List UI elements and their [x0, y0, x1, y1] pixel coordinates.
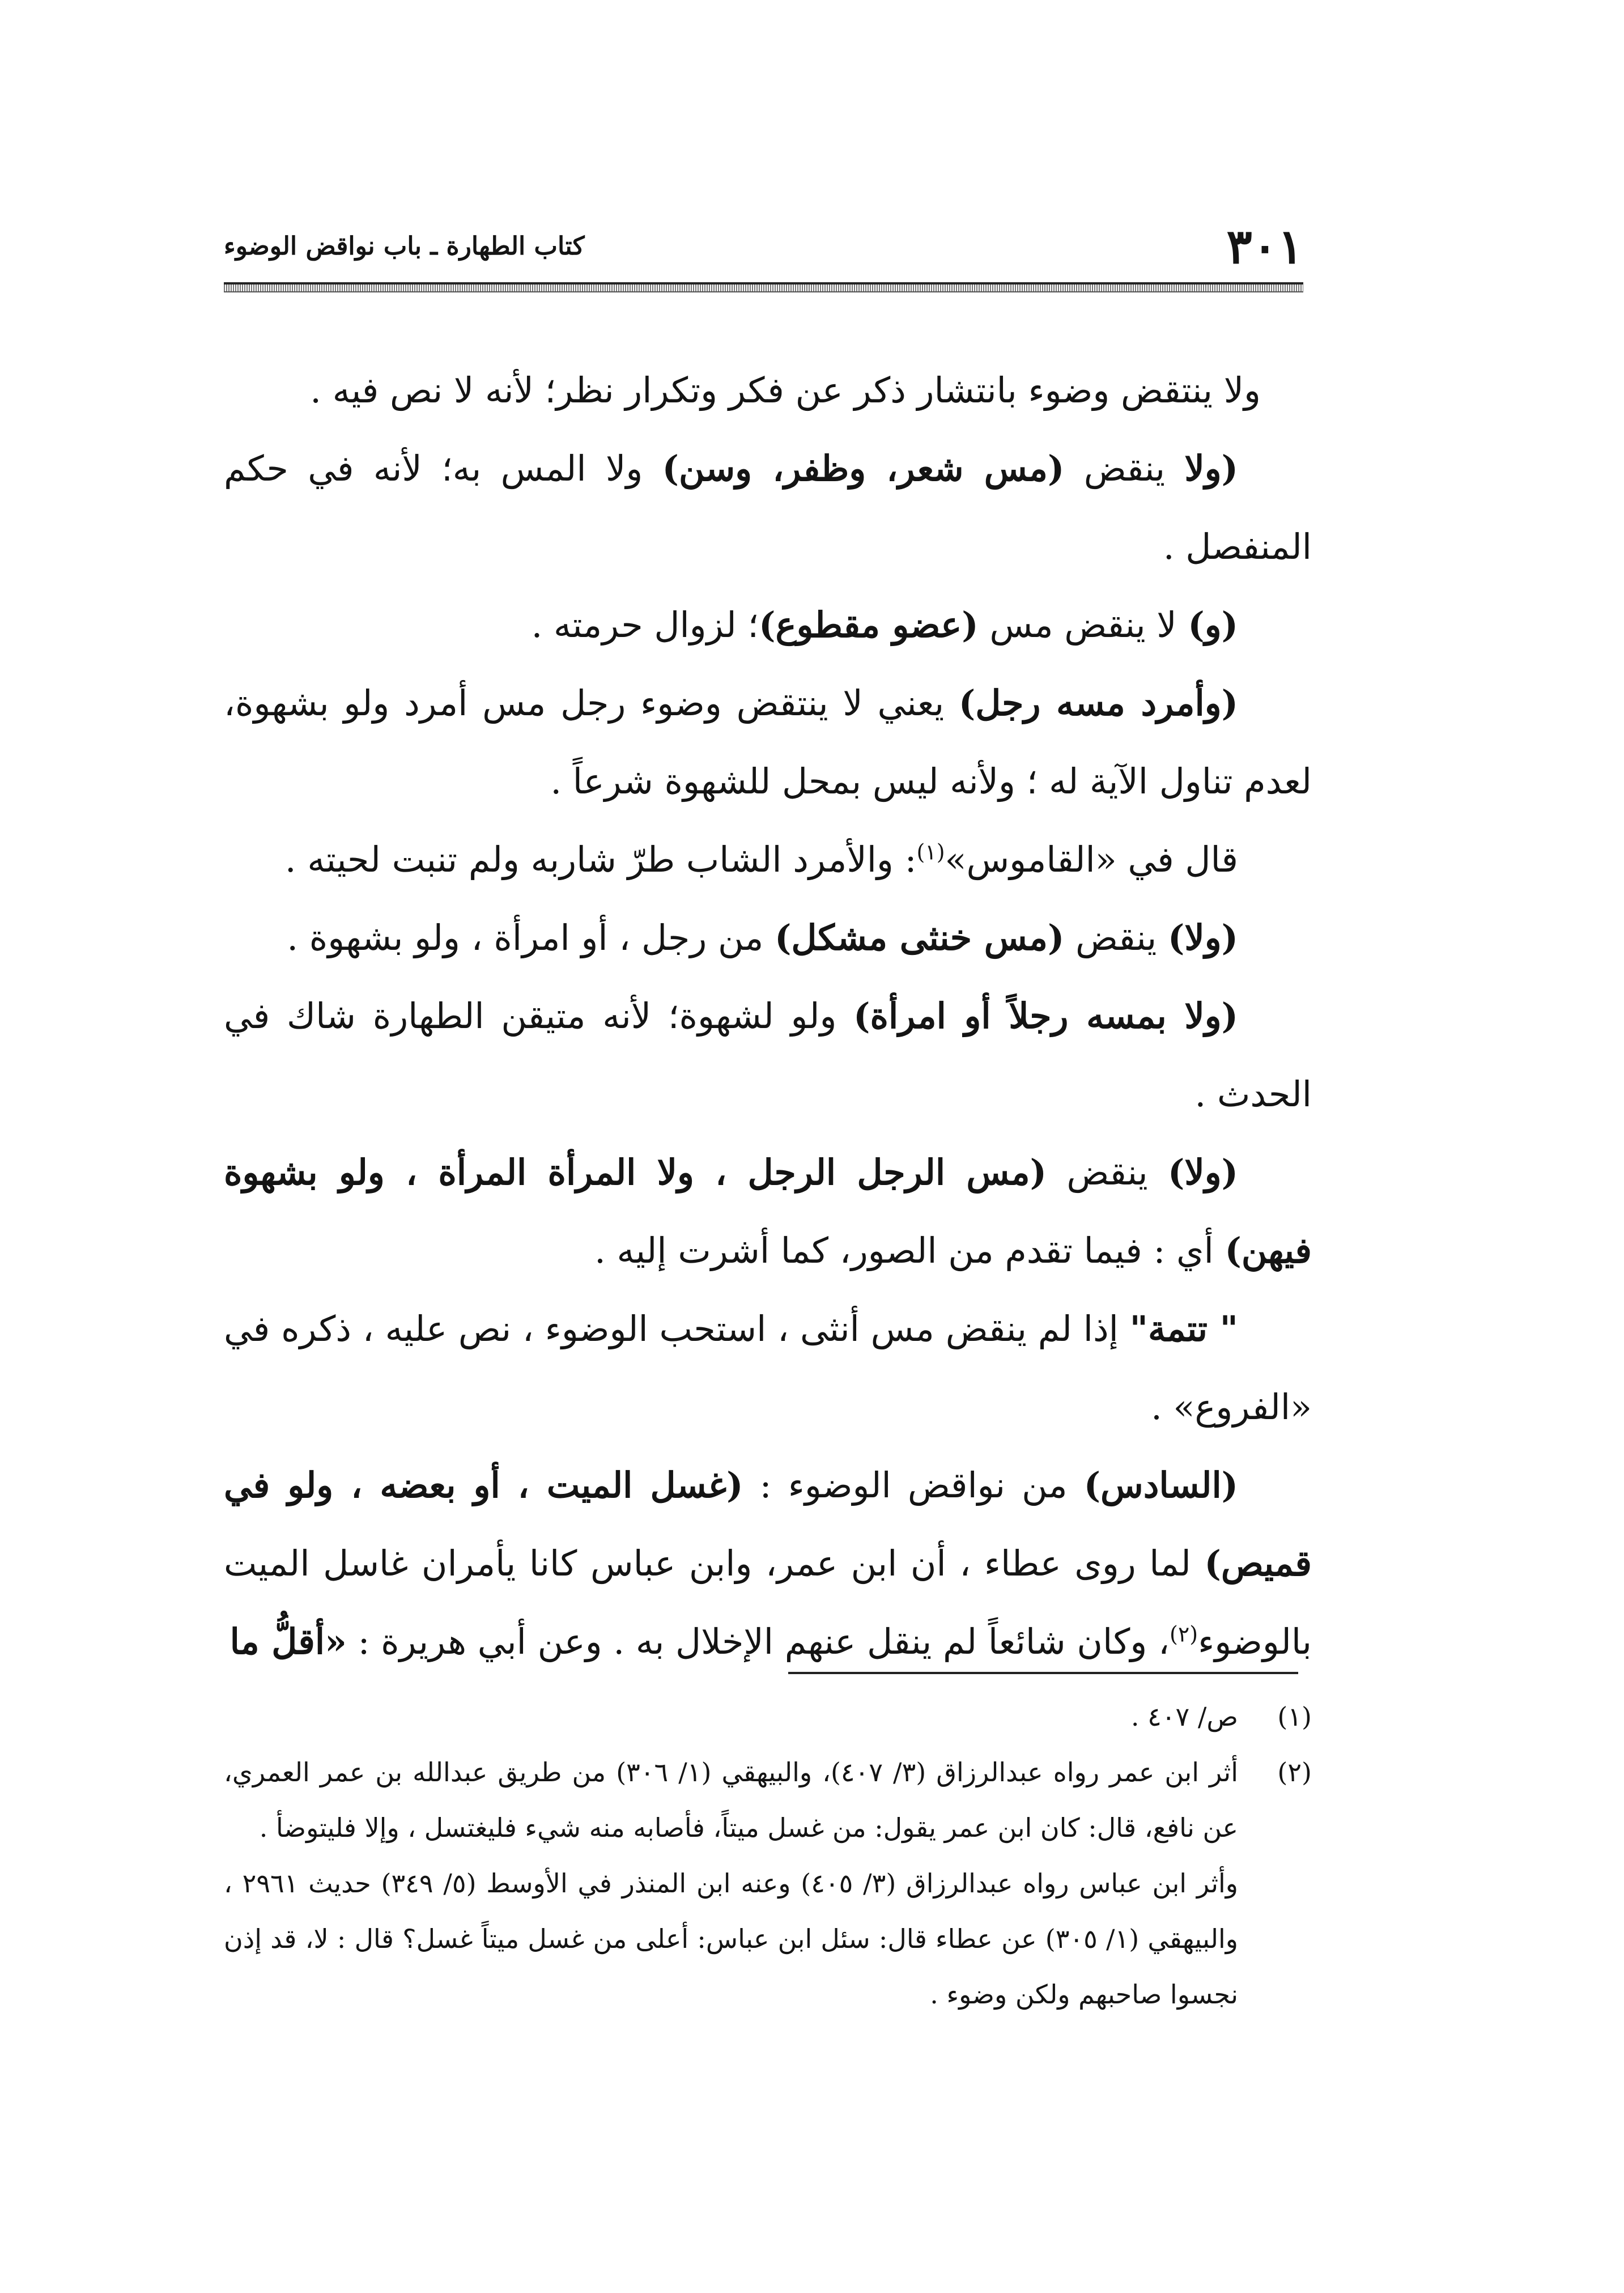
main-text	[224, 351, 1312, 1681]
paragraph-text: ولو لشهوة؛ لأنه متيقن الطهارة شاك في الحدث .	[224, 995, 1312, 1115]
paragraph-text: ولا المس به؛ لأنه في حكم المنفصل .	[224, 448, 1312, 567]
footnote-text: أثر ابن عمر رواه عبدالرزاق (٣/ ٤٠٧)، والبيهقي (١/ ٣٠٦) من طريق عبدالله بن عمر العمري، عن نافع، قال: كان ابن عمر يقول: من غسل ميتاً، فأصابه منه شيء فليغتسل ، وإلا فليتوضأ .	[224, 1757, 1238, 1843]
bold-lead: (ولا)	[1168, 917, 1238, 958]
paragraph-1	[224, 351, 1312, 430]
footnotes	[224, 1689, 1312, 2022]
footnote-marker: (١)	[916, 839, 945, 865]
header-divider	[224, 282, 1303, 292]
page-number: ٣٠١	[1226, 218, 1303, 274]
paragraph-9	[224, 1290, 1312, 1446]
footnote-1	[224, 1689, 1312, 1744]
footnote-number: (١)	[1277, 1701, 1312, 1732]
paragraph-10	[224, 1446, 1312, 1681]
footnote-marker: (٢)	[1170, 1621, 1198, 1647]
footnote-2	[224, 1744, 1312, 1855]
bold-phrase: (غسل الميت ، أو بعضه ، ولو في قميص)	[224, 1464, 1312, 1584]
paragraph-text: إذا لم ينقض مس أنثى ، استحب الوضوء ، نص عليه ، ذكره في «الفروع» .	[224, 1308, 1312, 1428]
paragraph-text: ينقض	[1064, 917, 1168, 958]
bold-phrase: (عضو مقطوع)	[759, 604, 979, 646]
footnote-number: (٢)	[1277, 1757, 1312, 1787]
running-title: كتاب الطهارة ـ باب نواقض الوضوء	[224, 232, 585, 261]
paragraph-3	[224, 586, 1312, 664]
bold-phrase: " تتمة"	[1129, 1308, 1238, 1349]
bold-phrase: (السادس)	[1083, 1464, 1238, 1506]
paragraph-7	[224, 977, 1312, 1133]
bold-phrase: (ولا بمسه رجلاً أو امرأة)	[853, 995, 1238, 1037]
paragraph-5	[224, 821, 1312, 899]
paragraph-8	[224, 1133, 1312, 1290]
paragraph-text: ولا ينتقض وضوء بانتشار ذكر عن فكر وتكرار نظر؛ لأنه لا نص فيه .	[310, 370, 1261, 411]
bold-lead: (و)	[1188, 604, 1238, 646]
paragraph-text: ، وكان شائعاً لم ينقل عنهم الإخلال به . وعن أبي هريرة :	[346, 1621, 1170, 1662]
paragraph-text: أي : فيما تقدم من الصور، كما أشرت إليه .	[594, 1230, 1225, 1271]
bold-phrase: (مس الرجل الرجل ، ولا المرأة المرأة ، ولو بشهوة فيهن)	[224, 1152, 1312, 1271]
paragraph-text: ؛ لزوال حرمته .	[531, 604, 759, 646]
paragraph-text: : والأمرد الشاب طرّ شاربه ولم تنبت لحيته .	[284, 839, 917, 880]
footnote-2-continuation	[224, 1855, 1312, 2022]
bold-lead: (ولا)	[1168, 1152, 1238, 1193]
footnote-text: وأثر ابن عباس رواه عبدالرزاق (٣/ ٤٠٥) وعنه ابن المنذر في الأوسط (٥/ ٣٤٩) حديث ٢٩٦١ ، والبيهقي (١/ ٣٠٥) عن عطاء قال: سئل ابن عباس: أعلى من غسل ميتاً غسل؟ قال : لا، قد إذن نجسوا صاحبهم ولكن وضوء .	[224, 1868, 1239, 2010]
paragraph-6	[224, 899, 1312, 977]
bold-phrase: (وأمرد مسه رجل)	[958, 682, 1238, 724]
paragraph-text: من رجل ، أو امرأة ، ولو بشهوة .	[287, 917, 775, 958]
page-header	[224, 218, 1303, 275]
bold-phrase: (مس شعر، وظفر، وسن)	[662, 448, 1065, 489]
paragraph-text: قال في «القاموس»	[945, 839, 1238, 880]
paragraph-text: ينقض	[1046, 1152, 1168, 1193]
bold-lead: (ولا	[1184, 448, 1238, 489]
paragraph-text: يعني لا ينتقض وضوء رجل مس أمرد ولو بشهوة، لعدم تناول الآية له ؛ ولأنه ليس بمحل للشهوة شرعاً .	[224, 682, 1312, 802]
paragraph-2	[224, 430, 1312, 586]
footnote-divider	[788, 1672, 1298, 1674]
paragraph-4	[224, 664, 1312, 821]
paragraph-text: لا ينقض مس	[978, 604, 1188, 646]
paragraph-text: من نواقض الوضوء :	[743, 1464, 1084, 1506]
paragraph-text: ينقض	[1064, 448, 1185, 489]
paragraph-text: لما روى عطاء ، أن ابن عمر، وابن عباس كانا يأمران غاسل الميت بالوضوء	[224, 1543, 1312, 1662]
bold-phrase: «أقلُّ ما	[229, 1621, 347, 1662]
bold-phrase: (مس خنثى مشكل)	[775, 917, 1065, 958]
footnote-text: ص/ ٤٠٧ .	[1130, 1701, 1238, 1732]
